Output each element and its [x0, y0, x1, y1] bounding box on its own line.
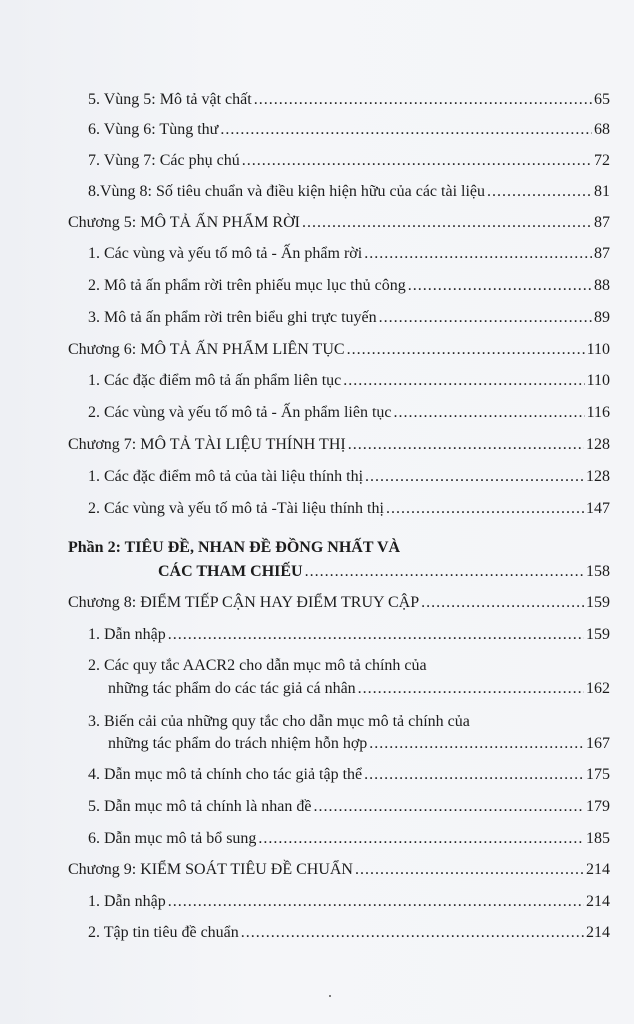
dot-leader: [254, 89, 592, 111]
toc-entry-page: 214: [586, 861, 610, 878]
dot-leader: [364, 243, 592, 265]
toc-entry-page: 214: [586, 924, 610, 941]
toc-entry-title: 1. Dẫn nhập: [88, 626, 166, 643]
toc-entry-page: 214: [586, 893, 610, 910]
toc-entry-title-cont: những tác phẩm do trách nhiệm hỗn hợp: [108, 735, 368, 752]
toc-entry-page: 110: [586, 341, 610, 358]
toc-entry: [88, 370, 610, 392]
toc-entry: [88, 307, 610, 329]
toc-entry: [88, 150, 610, 172]
dot-leader: [168, 891, 584, 913]
toc-entry-title: 1. Các đặc điểm mô tả ấn phẩm liên tục: [88, 372, 342, 389]
toc-entry-title: 6. Vùng 6: Tùng thư: [88, 121, 219, 138]
toc-entry: [88, 796, 610, 818]
dot-leader: [358, 678, 584, 700]
toc-entry: [88, 275, 610, 297]
dot-leader: [168, 624, 584, 646]
toc-chapter: [68, 592, 610, 614]
toc-entry: [88, 891, 610, 913]
toc-entry-title: 2. Các vùng và yếu tố mô tả - Ấn phẩm liên tục: [88, 404, 392, 421]
toc-entry-title: 5. Dẫn mục mô tả chính là nhan đề: [88, 798, 312, 815]
dot-leader: [343, 370, 584, 392]
toc-entry-title: 3. Biến cải của những quy tắc cho dẫn mục mô tả chính của: [88, 713, 470, 730]
dot-leader: [241, 922, 584, 944]
toc-entry-page: 87: [594, 245, 610, 262]
toc-entry: [88, 498, 610, 520]
toc-entry: [88, 181, 610, 203]
toc-entry-title: 2. Mô tả ấn phẩm rời trên phiếu mục lục thủ công: [88, 277, 406, 294]
dot-leader: [365, 466, 584, 488]
toc-entry-page: 87: [594, 214, 610, 231]
toc-entry-page: 162: [586, 680, 610, 697]
dot-leader: [393, 402, 584, 424]
dot-leader: [314, 796, 585, 818]
toc-entry-title: 2. Tập tin tiêu đề chuẩn: [88, 924, 239, 941]
toc-entry-page: 167: [586, 735, 610, 752]
dot-leader: [302, 212, 592, 234]
toc-chapter: [68, 434, 610, 456]
toc-entry: [88, 624, 610, 646]
toc-entry-title: 1. Các đặc điểm mô tả của tài liệu thính thị: [88, 468, 364, 485]
toc-entry-page: 147: [586, 500, 610, 517]
toc-entry: [88, 243, 610, 265]
toc-entry-title: 7. Vùng 7: Các phụ chú: [88, 152, 240, 169]
dot-leader: [408, 275, 592, 297]
toc-entry-page: 72: [594, 152, 610, 169]
toc-entry: [88, 402, 610, 424]
toc-entry-page: 68: [594, 121, 610, 138]
dot-leader: [386, 498, 584, 520]
toc-entry-page: 116: [586, 404, 610, 421]
toc-entry: [88, 764, 610, 786]
toc-part-title-cont: CÁC THAM CHIẾU: [158, 563, 303, 580]
toc-entry-title: 5. Vùng 5: Mô tả vật chất: [88, 91, 252, 108]
dot-leader: [379, 307, 592, 329]
toc-entry-page: 88: [594, 277, 610, 294]
toc-entry-title: 1. Các vùng và yếu tố mô tả - Ấn phẩm rời: [88, 245, 363, 262]
toc-entry-title: 2. Các vùng và yếu tố mô tả -Tài liệu thính thị: [88, 500, 384, 517]
dot-leader: [305, 561, 584, 583]
toc-entry: [88, 466, 610, 488]
toc-entry: [108, 678, 610, 700]
toc-entry-page: 159: [586, 626, 610, 643]
dot-leader: [364, 764, 584, 786]
dot-leader: [347, 339, 585, 361]
toc-entry-title: 6. Dẫn mục mô tả bổ sung: [88, 830, 257, 847]
toc-entry-page: 128: [586, 468, 610, 485]
toc-part-title: Phần 2: TIÊU ĐỀ, NHAN ĐỀ ĐỒNG NHẤT VÀ: [68, 539, 401, 556]
toc-entry-page: 159: [586, 594, 610, 611]
toc-chapter-title: Chương 8: ĐIỂM TIẾP CẬN HAY ĐIỂM TRUY CẬP: [68, 594, 420, 611]
dot-leader: [421, 592, 584, 614]
toc-entry-page: 128: [586, 436, 610, 453]
toc-entry: [88, 89, 610, 111]
toc-part: [158, 561, 610, 583]
dot-leader: [369, 733, 584, 755]
toc-entry-page: 185: [586, 830, 610, 847]
toc-entry-title: 2. Các quy tắc AACR2 cho dẫn mục mô tả chính của: [88, 657, 427, 674]
toc-chapter-title: Chương 9: KIỂM SOÁT TIÊU ĐỀ CHUẨN: [68, 861, 353, 878]
dot-leader: [348, 434, 584, 456]
toc-entry-title: 1. Dẫn nhập: [88, 893, 166, 910]
toc-entry: [88, 119, 610, 141]
toc-chapter: [68, 339, 610, 361]
toc-chapter: [68, 212, 610, 234]
dot-leader: [487, 181, 592, 203]
toc-entry: [108, 733, 610, 755]
toc-entry-title: 4. Dẫn mục mô tả chính cho tác giả tập thể: [88, 766, 363, 783]
toc-entry-page: 110: [586, 372, 610, 389]
toc-chapter-title: Chương 7: MÔ TẢ TÀI LIỆU THÍNH THỊ: [68, 436, 346, 453]
toc-entry-title: 8.Vùng 8: Số tiêu chuẩn và điều kiện hiện hữu của các tài liệu: [88, 183, 485, 200]
toc-entry-page: 65: [594, 91, 610, 108]
toc-entry: [88, 922, 610, 944]
toc-chapter-title: Chương 6: MÔ TẢ ẤN PHẨM LIÊN TỤC: [68, 341, 345, 358]
toc-chapter-title: Chương 5: MÔ TẢ ẤN PHẨM RỜI: [68, 214, 300, 231]
toc-chapter: [68, 859, 610, 881]
toc-entry: [88, 828, 610, 850]
toc-entry-page: 175: [586, 766, 610, 783]
ink-speck: [329, 995, 331, 997]
toc-entry-title-cont: những tác phẩm do các tác giả cá nhân: [108, 680, 356, 697]
toc-entry-page: 81: [594, 183, 610, 200]
dot-leader: [220, 119, 592, 141]
dot-leader: [355, 859, 584, 881]
toc-entry-page: 179: [586, 798, 610, 815]
toc-entry-title: 3. Mô tả ấn phẩm rời trên biểu ghi trực tuyến: [88, 309, 377, 326]
toc-entry-page: 158: [586, 563, 610, 580]
dot-leader: [242, 150, 592, 172]
toc-entry-page: 89: [594, 309, 610, 326]
dot-leader: [258, 828, 584, 850]
